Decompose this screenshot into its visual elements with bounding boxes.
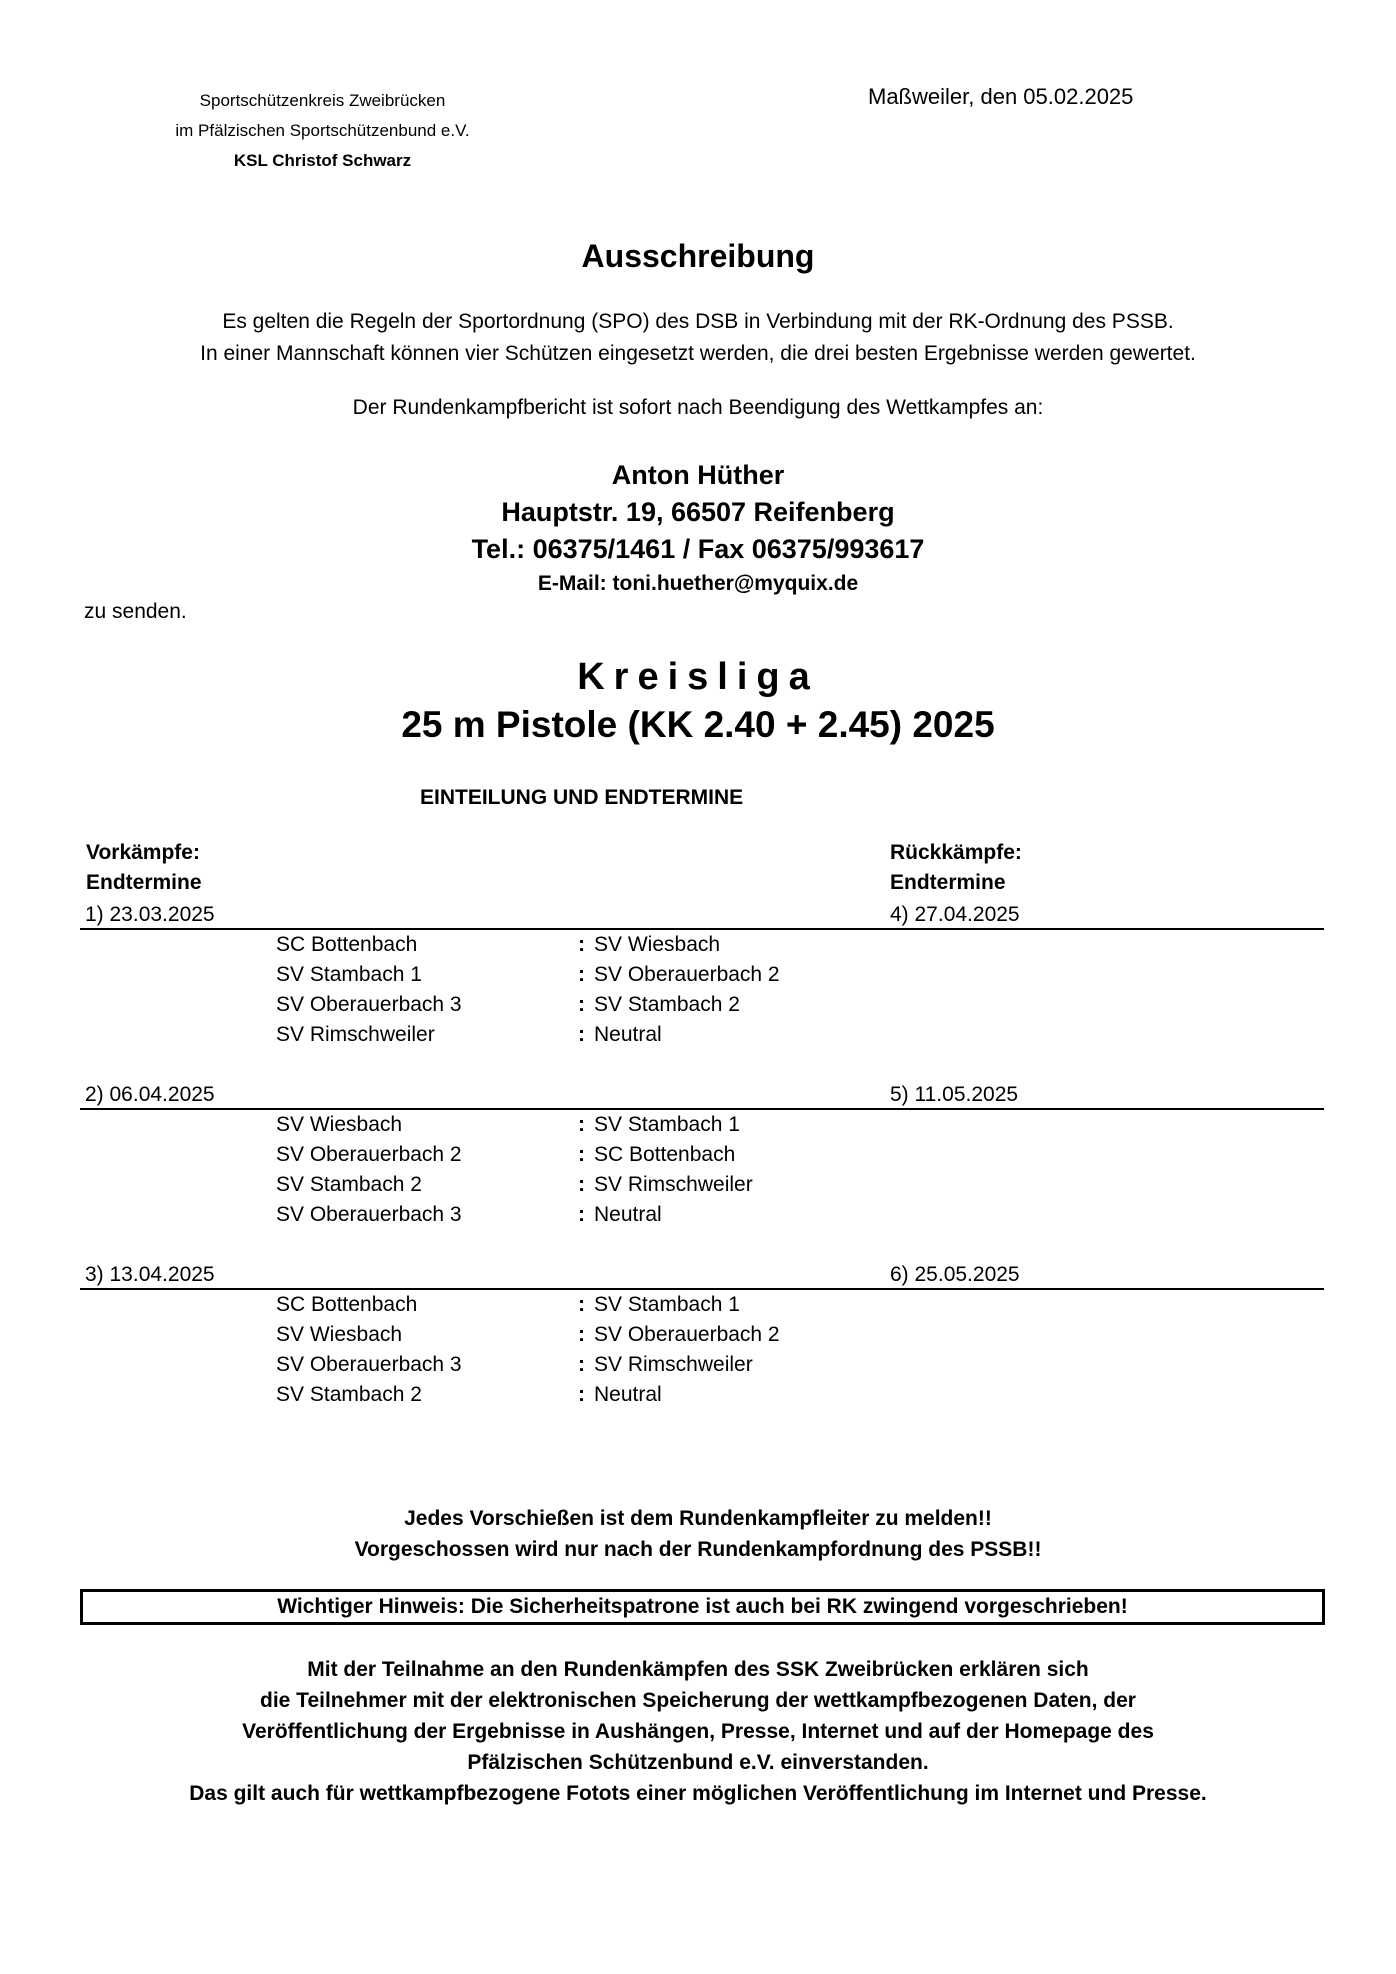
consent-text (0, 1654, 1396, 1809)
match-row (80, 1290, 1324, 1320)
away-team: SV Stambach 1 (594, 1293, 740, 1316)
league-subtitle: 25 m Pistole (KK 2.40 + 2.45) 2025 (401, 704, 995, 745)
round-date-line (80, 1078, 1324, 1110)
document-title: Ausschreibung (581, 238, 815, 274)
league-title: Kreisliga (577, 656, 819, 698)
place-date: Maßweiler, den 05.02.2025 (868, 84, 1134, 109)
vorkaempfe-label: Vorkämpfe: (86, 841, 200, 864)
away-team: SV Stambach 1 (594, 1113, 740, 1136)
match-row (80, 1320, 1324, 1350)
match-row (80, 1140, 1324, 1170)
home-team: SC Bottenbach (276, 1293, 418, 1316)
match-row (80, 1380, 1324, 1410)
consent-line-4: Pfälzischen Schützenbund e.V. einverstanden. (467, 1751, 929, 1774)
away-team: SV Rimschweiler (594, 1353, 753, 1376)
vorkaempfe-header (86, 838, 202, 898)
round-3 (80, 1258, 1324, 1410)
sender-line-3: KSL Christof Schwarz (233, 151, 412, 170)
versus-colon: : (578, 1113, 585, 1136)
vorkampf-date: 2) 06.04.2025 (85, 1083, 215, 1106)
contact-email: E-Mail: toni.huether@myquix.de (537, 572, 859, 595)
versus-colon: : (578, 1173, 585, 1196)
versus-colon: : (578, 963, 585, 986)
versus-colon: : (578, 1323, 585, 1346)
home-team: SV Oberauerbach 3 (276, 1353, 462, 1376)
versus-colon: : (578, 993, 585, 1016)
versus-colon: : (578, 1293, 585, 1316)
away-team: SV Wiesbach (594, 933, 721, 956)
pre-shooting-notes (0, 1503, 1396, 1565)
home-team: SV Stambach 1 (276, 963, 422, 986)
versus-colon: : (578, 1353, 585, 1376)
away-team: SV Rimschweiler (594, 1173, 753, 1196)
home-team: SV Wiesbach (276, 1323, 403, 1346)
match-row (80, 990, 1324, 1020)
contact-phone: Tel.: 06375/1461 / Fax 06375/993617 (471, 534, 925, 564)
home-team: SC Bottenbach (276, 933, 418, 956)
rueckkaempfe-label: Rückkämpfe: (890, 841, 1022, 864)
away-team: SV Oberauerbach 2 (594, 1323, 780, 1346)
intro-line-1: Es gelten die Regeln der Sportordnung (SPO) des DSB in Verbindung mit der RK-Ordnung des PSSB. (222, 310, 1174, 333)
home-team: SV Oberauerbach 2 (276, 1143, 462, 1166)
rueckkaempfe-endtermine-label: Endtermine (890, 871, 1006, 894)
send-to-text: Der Rundenkampfbericht ist sofort nach Beendigung des Wettkampfes an: (352, 396, 1044, 419)
versus-colon: : (578, 1143, 585, 1166)
contact-address: Hauptstr. 19, 66507 Reifenberg (501, 497, 895, 527)
away-team: Neutral (594, 1023, 662, 1046)
match-row (80, 1350, 1324, 1380)
sender-line-1: Sportschützenkreis Zweibrücken (199, 91, 446, 110)
vorkampf-date: 1) 23.03.2025 (85, 903, 215, 926)
home-team: SV Oberauerbach 3 (276, 993, 462, 1016)
consent-line-2: die Teilnehmer mit der elektronischen Speicherung der wettkampfbezogenen Daten, der (260, 1689, 1136, 1712)
round-1 (80, 898, 1324, 1050)
versus-colon: : (578, 933, 585, 956)
home-team: SV Rimschweiler (276, 1023, 435, 1046)
away-team: SV Stambach 2 (594, 993, 740, 1016)
rueckkampf-date: 4) 27.04.2025 (890, 903, 1020, 926)
versus-colon: : (578, 1383, 585, 1406)
match-row (80, 1200, 1324, 1230)
round-date-line (80, 1258, 1324, 1290)
intro-text (0, 306, 1396, 370)
sender-block (150, 86, 495, 176)
home-team: SV Oberauerbach 3 (276, 1203, 462, 1226)
home-team: SV Stambach 2 (276, 1173, 422, 1196)
match-row (80, 1170, 1324, 1200)
round-date-line (80, 898, 1324, 930)
away-team: Neutral (594, 1383, 662, 1406)
versus-colon: : (578, 1203, 585, 1226)
home-team: SV Wiesbach (276, 1113, 403, 1136)
consent-line-3: Veröffentlichung der Ergebnisse in Aushängen, Presse, Internet und auf der Homepage des (242, 1720, 1154, 1743)
sender-line-2: im Pfälzischen Sportschützenbund e.V. (175, 121, 470, 140)
away-team: SV Oberauerbach 2 (594, 963, 780, 986)
away-team: SC Bottenbach (594, 1143, 736, 1166)
note-line-2: Vorgeschossen wird nur nach der Rundenkampfordnung des PSSB!! (354, 1538, 1042, 1561)
match-row (80, 1110, 1324, 1140)
match-row (80, 930, 1324, 960)
rueckkampf-date: 5) 11.05.2025 (890, 1083, 1019, 1106)
rueckkaempfe-header (890, 838, 1022, 898)
consent-line-5: Das gilt auch für wettkampfbezogene Fotots einer möglichen Veröffentlichung im Internet und Presse. (189, 1782, 1207, 1805)
note-line-1: Jedes Vorschießen ist dem Rundenkampfleiter zu melden!! (404, 1507, 992, 1530)
consent-line-1: Mit der Teilnahme an den Rundenkämpfen des SSK Zweibrücken erklären sich (307, 1658, 1089, 1681)
vorkampf-date: 3) 13.04.2025 (85, 1263, 215, 1286)
intro-line-2: In einer Mannschaft können vier Schützen eingesetzt werden, die drei besten Ergebnisse werden gewertet. (200, 342, 1196, 365)
match-row (80, 960, 1324, 990)
contact-block (0, 457, 1396, 600)
warning-box: Wichtiger Hinweis: Die Sicherheitspatrone ist auch bei RK zwingend vorgeschrieben! (80, 1589, 1325, 1625)
zu-senden-text: zu senden. (84, 600, 187, 623)
home-team: SV Stambach 2 (276, 1383, 422, 1406)
away-team: Neutral (594, 1203, 662, 1226)
contact-name: Anton Hüther (611, 460, 785, 490)
section-heading: EINTEILUNG UND ENDTERMINE (420, 786, 744, 809)
vorkaempfe-endtermine-label: Endtermine (86, 871, 202, 894)
round-2 (80, 1078, 1324, 1230)
match-row (80, 1020, 1324, 1050)
rueckkampf-date: 6) 25.05.2025 (890, 1263, 1020, 1286)
versus-colon: : (578, 1023, 585, 1046)
